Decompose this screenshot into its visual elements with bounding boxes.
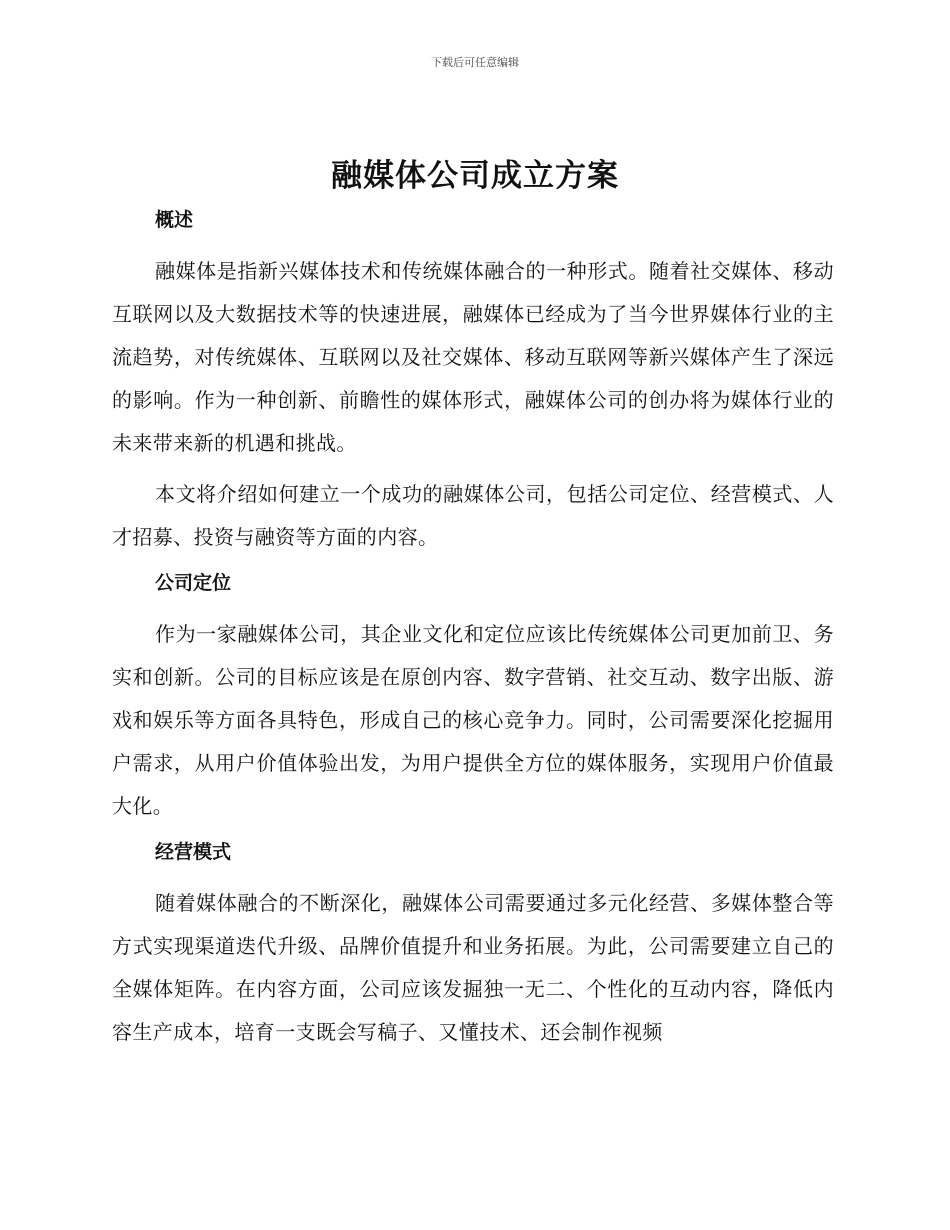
document-title: 融媒体公司成立方案 — [331, 158, 619, 194]
section-heading: 经营模式 — [155, 841, 232, 863]
section-business-model — [112, 836, 834, 1054]
section-heading: 公司定位 — [155, 572, 232, 594]
paragraph: 随着媒体融合的不断深化，融媒体公司需要通过多元化经营、多媒体整合等方式实现渠道迭代升级、品牌价值提升和业务拓展。为此，公司需要建立自己的全媒体矩阵。在内容方面，公司应该发掘独一无二、个性化的互动内容，降低内容生产成本，培育一支既会写稿子、又懂技术、还会制作视频 — [112, 891, 834, 1044]
document-body — [112, 204, 834, 1062]
paragraph: 融媒体是指新兴媒体技术和传统媒体融合的一种形式。随着社交媒体、移动互联网以及大数据技术等的快速进展，融媒体已经成为了当今世界媒体行业的主流趋势，对传统媒体、互联网以及社交媒体、移动互联网等新兴媒体产生了深远的影响。作为一种创新、前瞻性的媒体形式，融媒体公司的创办将为媒体行业的未来带来新的机遇和挑战。 — [112, 259, 834, 455]
section-overview — [112, 204, 834, 559]
section-heading: 概述 — [155, 209, 194, 231]
paragraph: 作为一家融媒体公司，其企业文化和定位应该比传统媒体公司更加前卫、务实和创新。公司的目标应该是在原创内容、数字营销、社交互动、数字出版、游戏和娱乐等方面各具特色，形成自己的核心竞争力。同时，公司需要深化挖掘用户需求，从用户价值体验出发，为用户提供全方位的媒体服务，实现用户价值最大化。 — [112, 622, 834, 818]
section-positioning — [112, 567, 834, 828]
paragraph: 本文将介绍如何建立一个成功的融媒体公司，包括公司定位、经营模式、人才招募、投资与融资等方面的内容。 — [112, 482, 834, 549]
header-note: 下载后可任意编辑 — [431, 56, 519, 69]
